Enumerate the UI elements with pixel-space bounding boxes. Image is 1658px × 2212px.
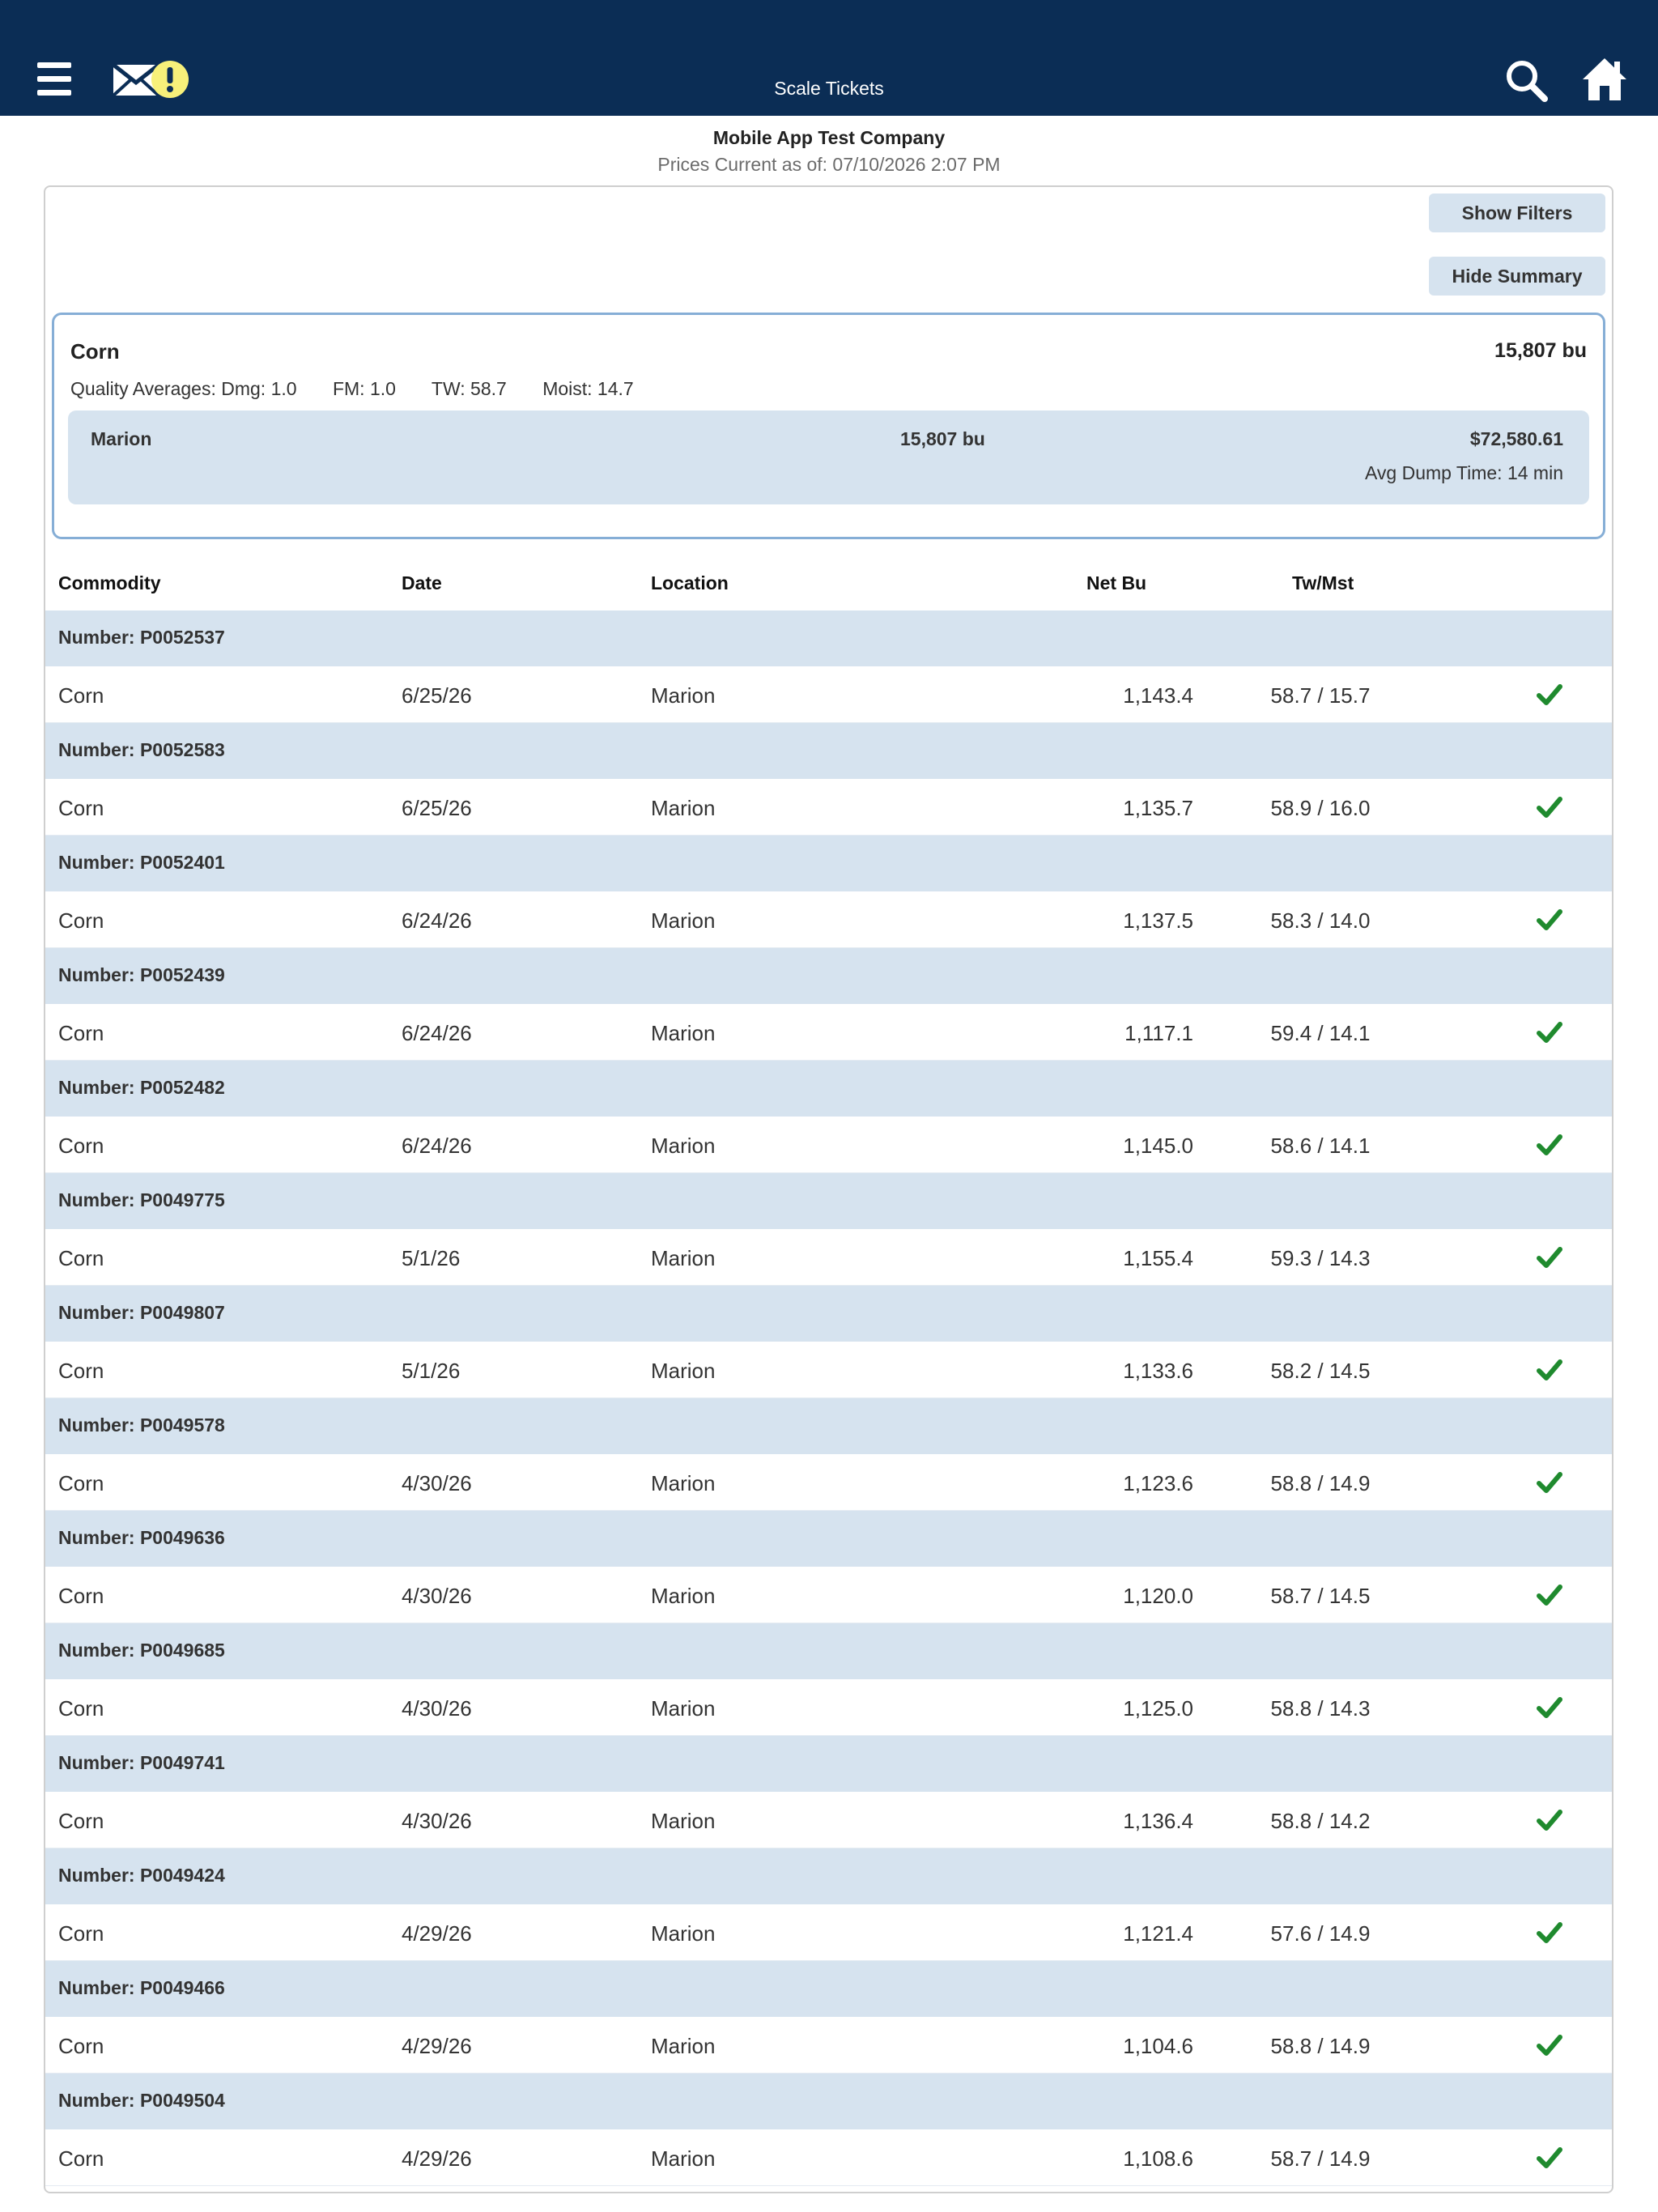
ticket-number-row[interactable] (45, 1961, 1612, 2017)
location-summary (68, 410, 1589, 504)
top-app-bar (0, 0, 1658, 116)
cell-net-bu: 1,123.6 (1123, 1471, 1193, 1495)
location-bu: 15,807 bu (900, 428, 985, 449)
page-title: Scale Tickets (774, 78, 884, 99)
ticket-number: Number: P0049466 (58, 1977, 225, 1998)
cell-commodity: Corn (58, 796, 104, 820)
cell-location: Marion (651, 1021, 716, 1045)
checkmark-icon (1537, 1019, 1562, 1045)
checkmark-icon (1537, 1357, 1562, 1383)
cell-commodity: Corn (58, 683, 104, 708)
checkmark-icon (1537, 1132, 1562, 1158)
cell-date: 4/29/26 (402, 2146, 472, 2171)
cell-net-bu: 1,145.0 (1123, 1134, 1193, 1158)
quality-dmg: Quality Averages: Dmg: 1.0 (70, 378, 297, 399)
checkmark-icon (1537, 907, 1562, 933)
cell-net-bu: 1,120.0 (1123, 1584, 1193, 1608)
checkmark-icon (1537, 794, 1562, 820)
cell-tw-mst: 58.9 / 16.0 (1270, 796, 1371, 820)
cell-date: 4/30/26 (402, 1584, 472, 1608)
cell-date: 4/30/26 (402, 1809, 472, 1833)
cell-location: Marion (651, 796, 716, 820)
cell-date: 5/1/26 (402, 1359, 461, 1383)
prices-current-text: Prices Current as of: 07/10/2026 2:07 PM (657, 154, 1001, 175)
avg-dump-time: Avg Dump Time: 14 min (1364, 462, 1563, 483)
cell-location: Marion (651, 1246, 716, 1270)
home-icon[interactable] (1581, 57, 1628, 102)
checkmark-icon (1537, 2145, 1562, 2171)
cell-tw-mst: 58.7 / 14.9 (1270, 2146, 1371, 2171)
ticket-number: Number: P0049636 (58, 1527, 225, 1548)
table-row[interactable] (45, 779, 1612, 836)
ticket-number-row[interactable] (45, 1173, 1612, 1229)
ticket-number-row[interactable] (45, 948, 1612, 1004)
cell-commodity: Corn (58, 1584, 104, 1608)
cell-location: Marion (651, 2034, 716, 2058)
cell-tw-mst: 58.8 / 14.9 (1270, 2034, 1371, 2058)
cell-tw-mst: 58.7 / 14.5 (1270, 1584, 1371, 1608)
table-header (45, 568, 1612, 608)
checkmark-icon (1537, 682, 1562, 708)
cell-net-bu: 1,125.0 (1123, 1696, 1193, 1721)
table-row[interactable] (45, 1454, 1612, 1511)
table-row[interactable] (45, 1567, 1612, 1623)
checkmark-icon (1537, 1920, 1562, 1946)
cell-tw-mst: 58.8 / 14.9 (1270, 1471, 1371, 1495)
ticket-number-row[interactable] (45, 610, 1612, 666)
checkmark-icon (1537, 1807, 1562, 1833)
table-row[interactable] (45, 1904, 1612, 1961)
company-name: Mobile App Test Company (712, 127, 946, 148)
checkmark-icon (1537, 2032, 1562, 2058)
cell-location: Marion (651, 908, 716, 933)
cell-date: 6/24/26 (402, 1021, 472, 1045)
ticket-number-row[interactable] (45, 1511, 1612, 1567)
summary-commodity: Corn (70, 339, 120, 364)
cell-location: Marion (651, 1134, 716, 1158)
ticket-number: Number: P0052482 (58, 1077, 225, 1098)
search-icon[interactable] (1504, 58, 1548, 102)
tickets-card (44, 185, 1613, 2193)
checkmark-icon (1537, 1582, 1562, 1608)
table-row[interactable] (45, 1792, 1612, 1848)
cell-date: 4/30/26 (402, 1696, 472, 1721)
table-row[interactable] (45, 666, 1612, 723)
cell-tw-mst: 58.7 / 15.7 (1270, 683, 1371, 708)
quality-moist: Moist: 14.7 (542, 378, 634, 399)
column-header-commodity: Commodity (58, 572, 161, 593)
ticket-number-row[interactable] (45, 1061, 1612, 1117)
cell-date: 6/24/26 (402, 1134, 472, 1158)
cell-net-bu: 1,143.4 (1123, 683, 1193, 708)
cell-commodity: Corn (58, 908, 104, 933)
ticket-number-row[interactable] (45, 1848, 1612, 1904)
table-row[interactable] (45, 1117, 1612, 1173)
checkmark-icon (1537, 1244, 1562, 1270)
checkmark-icon (1537, 1695, 1562, 1721)
cell-tw-mst: 59.3 / 14.3 (1270, 1246, 1371, 1270)
cell-commodity: Corn (58, 1134, 104, 1158)
cell-location: Marion (651, 1584, 716, 1608)
ticket-number-row[interactable] (45, 836, 1612, 891)
cell-net-bu: 1,108.6 (1123, 2146, 1193, 2171)
table-row[interactable] (45, 1229, 1612, 1286)
cell-tw-mst: 57.6 / 14.9 (1270, 1921, 1371, 1946)
ticket-number-row[interactable] (45, 723, 1612, 779)
cell-commodity: Corn (58, 1246, 104, 1270)
ticket-number-row[interactable] (45, 2074, 1612, 2129)
cell-net-bu: 1,104.6 (1123, 2034, 1193, 2058)
cell-location: Marion (651, 2146, 716, 2171)
cell-location: Marion (651, 1921, 716, 1946)
quality-averages (70, 378, 665, 400)
ticket-number: Number: P0052401 (58, 852, 225, 873)
cell-location: Marion (651, 1809, 716, 1833)
quality-tw: TW: 58.7 (431, 378, 507, 399)
ticket-number: Number: P0052583 (58, 739, 225, 760)
cell-date: 6/25/26 (402, 683, 472, 708)
ticket-number: Number: P0052439 (58, 964, 225, 985)
ticket-number-row[interactable] (45, 1736, 1612, 1792)
cell-date: 6/24/26 (402, 908, 472, 933)
table-row[interactable] (45, 1679, 1612, 1736)
cell-tw-mst: 58.8 / 14.2 (1270, 1809, 1371, 1833)
ticket-number: Number: P0049578 (58, 1414, 225, 1436)
checkmark-icon (1537, 1470, 1562, 1495)
cell-location: Marion (651, 683, 716, 708)
cell-net-bu: 1,155.4 (1123, 1246, 1193, 1270)
cell-date: 4/29/26 (402, 2034, 472, 2058)
summary-total-bu: 15,807 bu (1494, 339, 1587, 362)
ticket-number: Number: P0052537 (58, 627, 225, 648)
ticket-number: Number: P0049424 (58, 1865, 225, 1886)
cell-date: 5/1/26 (402, 1246, 461, 1270)
ticket-number: Number: P0049775 (58, 1189, 225, 1210)
ticket-number: Number: P0049685 (58, 1640, 225, 1661)
cell-tw-mst: 59.4 / 14.1 (1270, 1021, 1371, 1045)
column-header-location: Location (651, 572, 729, 593)
cell-date: 6/25/26 (402, 796, 472, 820)
table-row[interactable] (45, 1342, 1612, 1398)
cell-net-bu: 1,117.1 (1124, 1021, 1193, 1045)
location-name: Marion (91, 428, 152, 449)
cell-tw-mst: 58.6 / 14.1 (1270, 1134, 1371, 1158)
cell-commodity: Corn (58, 1809, 104, 1833)
column-header-net-bu: Net Bu (1086, 572, 1147, 593)
column-header-tw-mst: Tw/Mst (1292, 572, 1354, 593)
table-row[interactable] (45, 2017, 1612, 2074)
cell-commodity: Corn (58, 1359, 104, 1383)
ticket-number: Number: P0049504 (58, 2090, 225, 2111)
ticket-number-row[interactable] (45, 1623, 1612, 1679)
cell-net-bu: 1,121.4 (1123, 1921, 1193, 1946)
cell-net-bu: 1,137.5 (1123, 908, 1193, 933)
cell-tw-mst: 58.8 / 14.3 (1270, 1696, 1371, 1721)
cell-commodity: Corn (58, 1696, 104, 1721)
cell-date: 4/30/26 (402, 1471, 472, 1495)
hide-summary-button[interactable]: Hide Summary (1429, 257, 1605, 296)
cell-net-bu: 1,136.4 (1123, 1809, 1193, 1833)
table-row[interactable] (45, 1004, 1612, 1061)
cell-net-bu: 1,135.7 (1123, 796, 1193, 820)
cell-commodity: Corn (58, 2146, 104, 2171)
cell-commodity: Corn (58, 1471, 104, 1495)
table-row[interactable] (45, 2129, 1612, 2186)
quality-fm: FM: 1.0 (332, 378, 396, 399)
cell-commodity: Corn (58, 2034, 104, 2058)
summary-panel (52, 313, 1605, 539)
cell-location: Marion (651, 1471, 716, 1495)
cell-tw-mst: 58.2 / 14.5 (1270, 1359, 1371, 1383)
table-row[interactable] (45, 891, 1612, 948)
show-filters-button[interactable]: Show Filters (1429, 194, 1605, 232)
ticket-number: Number: P0049741 (58, 1752, 225, 1773)
ticket-number: Number: P0049807 (58, 1302, 225, 1323)
cell-date: 4/29/26 (402, 1921, 472, 1946)
cell-location: Marion (651, 1359, 716, 1383)
cell-location: Marion (651, 1696, 716, 1721)
location-amount: $72,580.61 (1469, 428, 1563, 449)
cell-commodity: Corn (58, 1021, 104, 1045)
ticket-number-row[interactable] (45, 1286, 1612, 1342)
column-header-date: Date (402, 572, 442, 593)
cell-tw-mst: 58.3 / 14.0 (1270, 908, 1371, 933)
ticket-number-row[interactable] (45, 1398, 1612, 1454)
cell-commodity: Corn (58, 1921, 104, 1946)
ticket-list (45, 610, 1612, 2186)
cell-net-bu: 1,133.6 (1123, 1359, 1193, 1383)
